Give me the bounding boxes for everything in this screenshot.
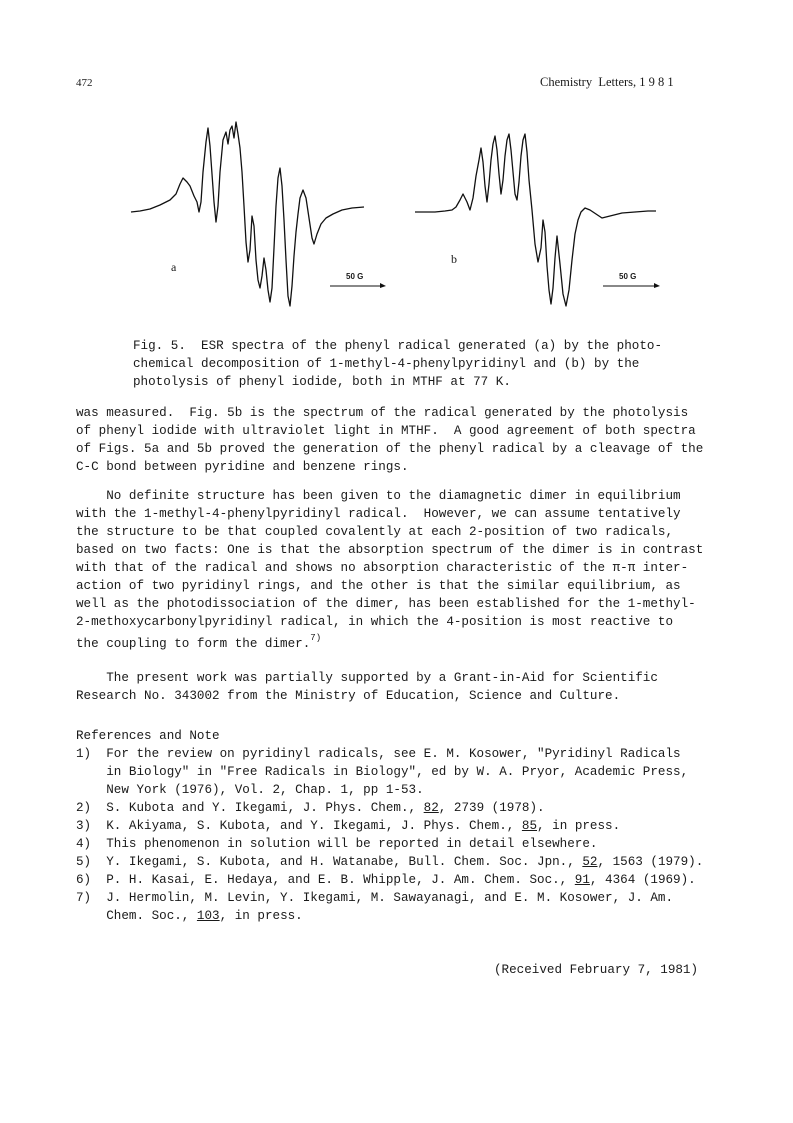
reference-3: 3) K. Akiyama, S. Kubota, and Y. Ikegami, J. Phys. Chem., 85, in press.	[76, 819, 621, 833]
body-line: was measured. Fig. 5b is the spectrum of the radical generated by the photolysis	[76, 406, 689, 420]
references	[76, 728, 716, 938]
journal-header: Chemistry Letters, 1 9 8 1	[540, 75, 674, 89]
received-date: (Received February 7, 1981)	[494, 963, 699, 977]
body-line: with the 1-methyl-4-phenylpyridinyl radical. However, we can assume tentatively	[76, 507, 681, 521]
reference-7-cont: Chem. Soc., 103, in press.	[76, 909, 303, 923]
ack-line: Research No. 343002 from the Ministry of Education, Science and Culture.	[76, 689, 621, 703]
reference-1: 1) For the review on pyridinyl radicals, see E. M. Kosower, "Pyridinyl Radicals	[76, 747, 681, 761]
body-line: of Figs. 5a and 5b proved the generation of the phenyl radical by a cleavage of the	[76, 442, 704, 456]
reference-superscript: 7)	[310, 632, 322, 643]
esr-figure	[0, 110, 793, 330]
acknowledgement	[76, 670, 716, 706]
volume-number: 103	[196, 909, 220, 923]
caption-line: Fig. 5. ESR spectra of the phenyl radical generated (a) by the photo-	[133, 339, 663, 353]
body-line: 2-methoxycarbonylpyridinyl radical, in which the 4-position is most reactive to	[76, 615, 674, 629]
reference-7: 7) J. Hermolin, M. Levin, Y. Ikegami, M. Sawayanagi, and E. M. Kosower, J. Am.	[76, 891, 674, 905]
body-line: No definite structure has been given to the diamagnetic dimer in equilibrium	[76, 489, 681, 503]
volume-number: 85	[521, 819, 538, 833]
page-number: 472	[76, 77, 93, 89]
volume-number: 82	[423, 801, 439, 815]
caption-line: chemical decomposition of 1-methyl-4-phenylpyridinyl and (b) by the	[133, 357, 640, 371]
body-line: of phenyl iodide with ultraviolet light in MTHF. A good agreement of both spectra	[76, 424, 696, 438]
body-line-text: the coupling to form the dimer.	[76, 637, 311, 651]
volume-number: 91	[574, 873, 590, 887]
reference-2: 2) S. Kubota and Y. Ikegami, J. Phys. Chem., 82, 2739 (1978).	[76, 801, 545, 815]
spectrum-a-trace	[131, 122, 364, 306]
caption-line: photolysis of phenyl iodide, both in MTHF at 77 K.	[133, 375, 511, 389]
body-line: well as the photodissociation of the dimer, has been established for the 1-methyl-	[76, 597, 696, 611]
reference-4: 4) This phenomenon in solution will be reported in detail elsewhere.	[76, 837, 598, 851]
figure-caption	[133, 338, 693, 394]
reference-6: 6) P. H. Kasai, E. Hedaya, and E. B. Whipple, J. Am. Chem. Soc., 91, 4364 (1969).	[76, 873, 696, 887]
volume-number: 52	[582, 855, 598, 869]
esr-spectra-svg	[0, 110, 793, 330]
body-line	[76, 632, 322, 653]
body-line: with that of the radical and shows no absorption characteristic of the π-π inter-	[76, 561, 689, 575]
references-heading: References and Note	[76, 729, 220, 743]
scale-label-a: 50 G	[346, 272, 364, 281]
reference-1-cont: New York (1976), Vol. 2, Chap. 1, pp 1-53.	[76, 783, 424, 797]
ack-line: The present work was partially supported by a Grant-in-Aid for Scientific	[76, 671, 658, 685]
body-paragraph-1	[76, 405, 716, 477]
panel-a-label: a	[171, 260, 177, 274]
scale-label-b: 50 G	[619, 272, 637, 281]
body-line: based on two facts: One is that the absorption spectrum of the dimer is in contrast	[76, 543, 704, 557]
body-line: the structure to be that coupled covalently at each 2-position of two radicals,	[76, 525, 674, 539]
reference-5: 5) Y. Ikegami, S. Kubota, and H. Watanabe, Bull. Chem. Soc. Jpn., 52, 1563 (1979).	[76, 855, 704, 869]
reference-1-cont: in Biology" in "Free Radicals in Biology", ed by W. A. Pryor, Academic Press,	[76, 765, 689, 779]
body-paragraph-2	[76, 488, 716, 658]
body-line: action of two pyridinyl rings, and the other is that the similar equilibrium, as	[76, 579, 681, 593]
panel-b-label: b	[451, 252, 457, 266]
body-line: C-C bond between pyridine and benzene rings.	[76, 460, 409, 474]
